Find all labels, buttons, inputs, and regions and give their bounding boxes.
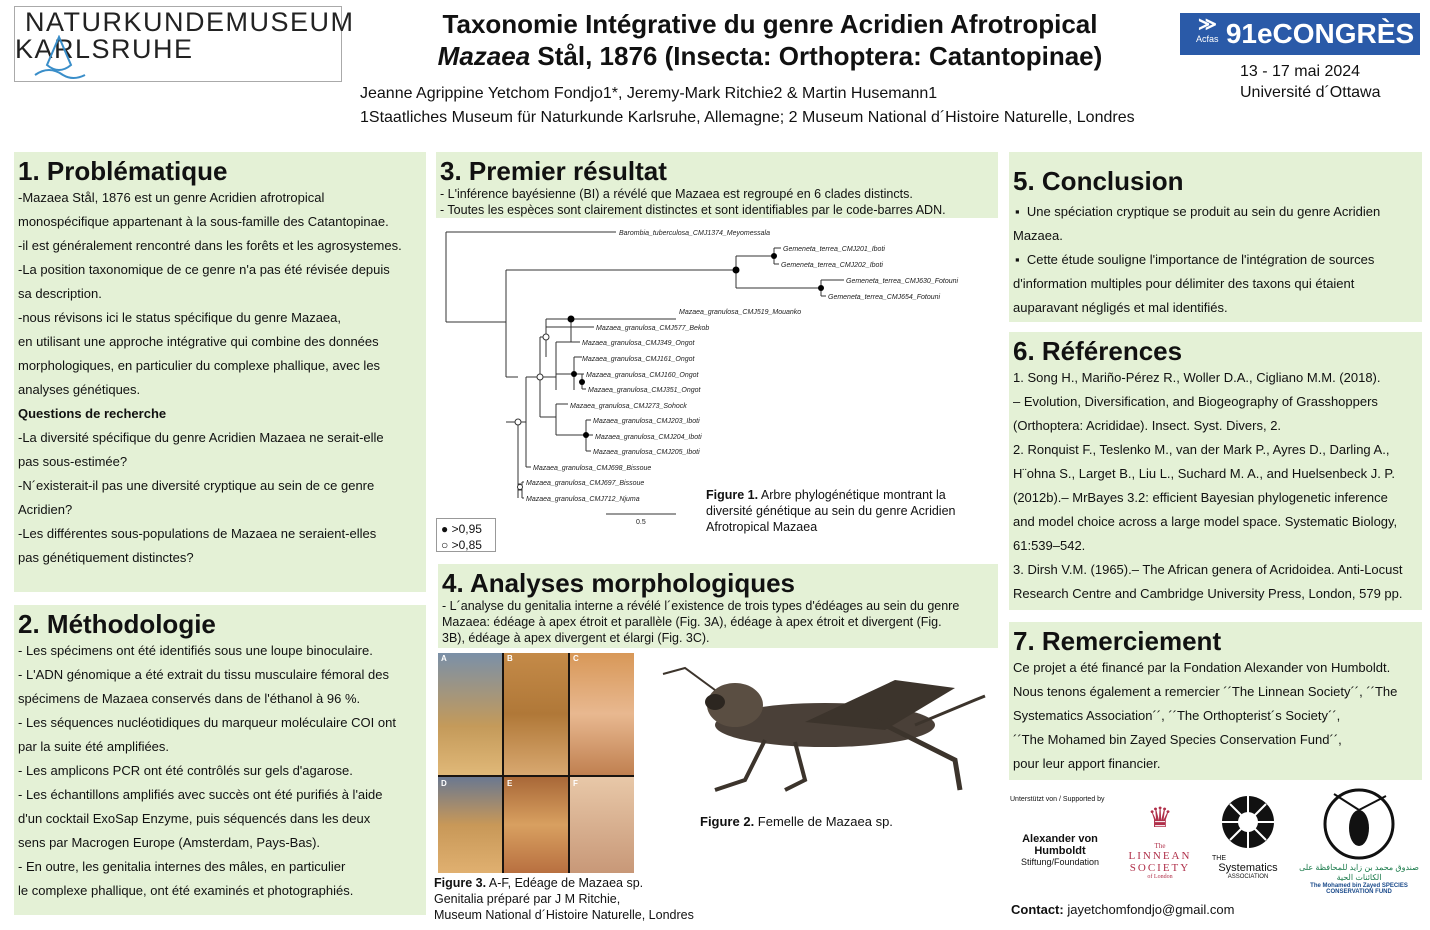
- linnean-society: SOCIETY: [1129, 862, 1191, 874]
- section5-heading: 5. Conclusion: [1013, 166, 1184, 196]
- panel-label: C: [573, 654, 579, 663]
- congres-label: 91eCONGRÈS: [1225, 18, 1415, 49]
- section5-body: [1013, 200, 1418, 320]
- s1-line: pas génétiquement distinctes?: [18, 550, 194, 565]
- s1-line: -N´existerait-il pas une diversité cryptique au sein de ce genre: [18, 478, 375, 493]
- figure2-label: Figure 2.: [700, 814, 755, 829]
- scale-label: 0.5: [636, 519, 646, 526]
- systematics-sunburst-icon: [1216, 792, 1280, 852]
- node-support-high: [579, 379, 585, 385]
- figure3-line2: Genitalia préparé par J M Ritchie,: [434, 892, 621, 906]
- mbz-name: The Mohamed bin Zayed SPECIES CONSERVATION FUND: [1310, 883, 1408, 895]
- tree-tip: Mazaea_granulosa_CMJ161_Ongot: [582, 356, 695, 363]
- s1-line: Acridien?: [18, 502, 73, 517]
- legend-low: [441, 537, 493, 553]
- tree-tip: Mazaea_granulosa_CMJ698_Bissoue: [533, 465, 652, 472]
- s2-line: - Les séquences nucléotidiques du marqueur moléculaire COI ont: [18, 715, 396, 730]
- section-methodologie: [14, 605, 426, 915]
- humboldt-portrait-icon: [1010, 803, 1110, 833]
- s3-line: - Toutes les espèces sont clairement distinctes et sont identifiables par le code-barres ADN.: [440, 203, 946, 217]
- humboldt-sub: Stiftung/Foundation: [1020, 857, 1100, 867]
- node-support-low: [537, 374, 543, 380]
- photo-c: [570, 653, 634, 775]
- figure1-label: Figure 1.: [706, 488, 759, 502]
- title-line2-rest: Stål, 1876 (Insecta: Orthoptera: Catantopinae): [530, 41, 1103, 71]
- s2-line: par la suite été amplifiées.: [18, 739, 170, 754]
- s6-line: 1. Song H., Mariño-Pérez R., Woller D.A., Cigliano M.M. (2018).: [1013, 370, 1381, 385]
- humboldt-name: Alexander von Humboldt: [1022, 833, 1098, 857]
- node-support-high: [733, 267, 740, 274]
- tree-tip: Mazaea_granulosa_CMJ349_Ongot: [582, 340, 695, 347]
- s6-line: Research Centre and Cambridge University Press, London, 579 pp.: [1013, 586, 1403, 601]
- tree-tip: Mazaea_granulosa_CMJ205_Iboti: [593, 449, 700, 456]
- filled-circle-icon: ●: [441, 522, 449, 536]
- section1-heading: 1. Problématique: [18, 156, 228, 186]
- s5-bullet: [1013, 248, 1418, 320]
- legend-high: [441, 521, 493, 537]
- section3-heading: 3. Premier résultat: [440, 156, 667, 186]
- section4-body: [442, 598, 994, 646]
- title-line2: [360, 40, 1180, 72]
- authors: Jeanne Agrippine Yetchom Fondjo1*, Jeremy-Mark Ritchie2 & Martin Husemann1: [360, 85, 938, 102]
- panel-label: A: [441, 654, 447, 663]
- s1-line: -nous révisons ici le status spécifique du genre Mazaea,: [18, 310, 342, 325]
- panel-label: B: [507, 654, 513, 663]
- s4-line: Mazaea: édéage à apex étroit et parallèle (Fig. 3A), édéage à apex étroit et divergent (Fig.: [442, 615, 942, 629]
- systematics-name: Systematics: [1218, 862, 1278, 874]
- s2-line: le complexe phallique, ont été examinés et photographiés.: [18, 883, 354, 898]
- museum-logo: [14, 6, 355, 82]
- s7-line: Nous tenons également a remercier ´´The Linnean Society´´, ´´The: [1013, 684, 1398, 699]
- tree-tip: Gemeneta_terrea_CMJ202_Iboti: [781, 262, 883, 269]
- s1-line: sa description.: [18, 286, 102, 301]
- section2-heading: 2. Méthodologie: [18, 609, 216, 639]
- congres-dates: [1240, 61, 1381, 103]
- support-legend: [436, 518, 496, 552]
- section6-body: [1013, 366, 1418, 606]
- s2-line: sens par Macrogen Europe (Amsterdam, Pays-Bas).: [18, 835, 321, 850]
- s1-line: -La diversité spécifique du genre Acridien Mazaea ne serait-elle: [18, 430, 384, 445]
- photo-d: [438, 777, 502, 873]
- s1-line: en utilisant une approche intégrative qui combine des données: [18, 334, 379, 349]
- node-support-low: [543, 334, 549, 340]
- s7-line: pour leur apport financier.: [1013, 756, 1161, 771]
- tree-tip: Gemeneta_terrea_CMJ630_Fotouni: [846, 278, 959, 285]
- s4-line: - L´analyse du genitalia interne a révélé l´existence de trois types d'édéages au sein du genre: [442, 599, 960, 613]
- s2-line: - Les échantillons amplifiés avec succès ont été purifiés à l'aide: [18, 787, 383, 802]
- section-remerciement: [1009, 622, 1422, 780]
- linnean-of: of London: [1147, 874, 1173, 880]
- linnean-logo: [1120, 796, 1200, 880]
- bullet-square-icon: ▪: [1015, 252, 1020, 267]
- linnean-name: LINNEAN: [1128, 850, 1192, 862]
- tree-tip: Barombia_tuberculosa_CMJ1374_Meyomessala: [619, 230, 770, 237]
- node-support-high: [818, 285, 824, 291]
- figure1-caption: [706, 487, 986, 535]
- legend-high-label: >0,95: [451, 522, 482, 536]
- tree-tip: Mazaea_granulosa_CMJ697_Bissoue: [526, 480, 645, 487]
- s1-line: analyses génétiques.: [18, 382, 141, 397]
- poster-title: [360, 8, 1180, 72]
- s2-line: - L'ADN génomique a été extrait du tissu musculaire fémoral des: [18, 667, 389, 682]
- tree-tip: Gemeneta_terrea_CMJ654_Fotouni: [828, 294, 941, 301]
- node-support-high: [771, 253, 777, 259]
- photo-e: [504, 777, 568, 873]
- s5-bullet: [1013, 200, 1418, 248]
- mbz-insect-globe-icon: [1314, 788, 1404, 860]
- contact-email[interactable]: jayetchomfondjo@gmail.com: [1063, 902, 1235, 917]
- systematics-assoc: ASSOCIATION: [1227, 874, 1269, 880]
- salamander-logo-icon: [29, 35, 89, 83]
- museum-logo-line1: NATURKUNDEMUSEUM: [25, 7, 355, 37]
- s1-line: -Les différentes sous-populations de Mazaea ne seraient-elles: [18, 526, 377, 541]
- s4-line: 3B), édéage à apex divergent et élargi (Fig. 3C).: [442, 631, 710, 645]
- title-genus: Mazaea: [437, 41, 531, 71]
- s7-line: Ce projet a été financé par la Fondation Alexander von Humboldt.: [1013, 660, 1391, 675]
- acfas-label: Acfas: [1196, 34, 1219, 44]
- open-circle-icon: ○: [441, 538, 449, 552]
- node-support-high: [583, 432, 589, 438]
- dates: 13 - 17 mai 2024: [1240, 63, 1361, 80]
- museum-logo-line2: KARLSRUHE: [15, 34, 194, 64]
- mbz-logo: [1294, 788, 1424, 895]
- figure3-line1: [434, 875, 734, 891]
- section3-body: [440, 186, 994, 218]
- section6-heading: 6. Références: [1013, 336, 1183, 366]
- section7-heading: 7. Remerciement: [1013, 626, 1222, 656]
- s2-line: d'un cocktail ExoSap Enzyme, puis séquencés dans les deux: [18, 811, 371, 826]
- s6-line: H¨ohna S., Larget B., Liu L., Suchard M. A., and Huelsenbeck J. P.: [1013, 466, 1396, 481]
- node-support-high: [568, 316, 575, 323]
- tree-tip: Mazaea_granulosa_CMJ519_Mouanko: [679, 309, 802, 316]
- contact: [1011, 902, 1234, 917]
- s6-line: and model choice across a large model space. Systematic Biology,: [1013, 514, 1398, 529]
- venue: Université d´Ottawa: [1240, 84, 1381, 101]
- node-support-high: [571, 371, 577, 377]
- s5-bullet-text: Cette étude souligne l'importance de l'intégration de sources d'information multiples pour délimiter des taxons qui étaient auparavant négligés et mal identifiés.: [1013, 252, 1375, 315]
- s1-subheading: Questions de recherche: [18, 406, 167, 421]
- linnean-crest-icon: ♛: [1147, 803, 1173, 834]
- photo-b: [504, 653, 568, 775]
- node-support-low: [518, 485, 523, 490]
- tree-tip: Mazaea_granulosa_CMJ203_Iboti: [593, 418, 700, 425]
- s1-line: -La position taxonomique de ce genre n'a pas été révisée depuis: [18, 262, 390, 277]
- tree-tip: Mazaea_granulosa_CMJ160_Ongot: [586, 372, 699, 379]
- s1-line: pas sous-estimée?: [18, 454, 128, 469]
- s6-line: 2. Ronquist F., Teslenko M., van der Mark P., Ayres D., Darling A.,: [1013, 442, 1390, 457]
- section2-body: [18, 639, 422, 903]
- phylogenetic-tree: [436, 222, 996, 532]
- s2-line: - En outre, les genitalia internes des mâles, en particulier: [18, 859, 346, 874]
- affiliations: 1Staatliches Museum für Naturkunde Karlsruhe, Allemagne; 2 Museum National d´Histoire Naturelle, Londres: [360, 109, 1135, 126]
- section-conclusion: [1009, 152, 1422, 322]
- tree-tip: Mazaea_granulosa_CMJ273_Sohock: [570, 403, 687, 410]
- s3-line: - L'inférence bayésienne (BI) a révélé que Mazaea est regroupé en 6 clades distincts.: [440, 187, 913, 201]
- tree-tip: Gemeneta_terrea_CMJ201_Iboti: [783, 246, 885, 253]
- genitalia-photo-grid: [438, 653, 634, 873]
- s1-line: monospécifique appartenant à la sous-famille des Catantopinae.: [18, 214, 389, 229]
- s6-line: 3. Dirsh V.M. (1965).– The African genera of Acridoidea. Anti-Locust: [1013, 562, 1403, 577]
- linnean-the: The: [1154, 842, 1166, 850]
- section-analyses-morphologiques: [438, 564, 998, 648]
- s6-line: (Orthoptera: Acrididae). Insect. Syst. Divers, 2.: [1013, 418, 1282, 433]
- tree-tip: Mazaea_granulosa_CMJ577_Bekob: [596, 325, 710, 332]
- acfas-arrows-icon: ≫: [1198, 14, 1217, 34]
- figure3-line3: Museum National d´Histoire Naturelle, Londres: [434, 908, 694, 922]
- s1-line: morphologiques, en particulier du complexe phallique, avec les: [18, 358, 381, 373]
- section4-heading: 4. Analyses morphologiques: [442, 568, 796, 598]
- authors-block: [360, 82, 1135, 130]
- humboldt-small: Unterstützt von / Supported by: [1010, 796, 1105, 803]
- s1-line: -Mazaea Stål, 1876 est un genre Acridien afrotropical: [18, 190, 325, 205]
- mbz-arabic: صندوق محمد بن زايد للمحافظة على الكائنات الحية: [1299, 863, 1419, 882]
- systematics-logo: [1208, 792, 1288, 880]
- figure3-text: A-F, Edéage de Mazaea sp.: [486, 876, 644, 890]
- s7-line: Systematics Association´´, ´´The Orthopterist´s Society´´,: [1013, 708, 1341, 723]
- tree-tip: Mazaea_granulosa_CMJ712_Njuma: [526, 496, 640, 503]
- s6-line: (2012b).– MrBayes 3.2: efficient Bayesian phylogenetic inference: [1013, 490, 1388, 505]
- s2-line: - Les spécimens ont été identifiés sous une loupe binoculaire.: [18, 643, 373, 658]
- section1-body: [18, 186, 422, 570]
- grasshopper-photo: [655, 660, 995, 800]
- figure3-caption: [434, 875, 734, 923]
- s6-line: 61:539–542.: [1013, 538, 1086, 553]
- humboldt-logo: [1010, 796, 1110, 867]
- section-references: [1009, 332, 1422, 610]
- s6-line: – Evolution, Diversification, and Biogeography of Grasshoppers: [1013, 394, 1378, 409]
- tree-tip: Mazaea_granulosa_CMJ351_Ongot: [588, 387, 701, 394]
- figure2-caption: [700, 814, 893, 830]
- figure2-text: Femelle de Mazaea sp.: [754, 814, 893, 829]
- section7-body: [1013, 656, 1418, 776]
- s1-line: -il est généralement rencontré dans les forêts et les agrosystemes.: [18, 238, 402, 253]
- panel-label: F: [573, 779, 578, 788]
- figure3-label: Figure 3.: [434, 876, 487, 890]
- panel-label: E: [507, 779, 513, 788]
- tree-tip: Mazaea_granulosa_CMJ204_Iboti: [595, 434, 702, 441]
- congres-badge: [1180, 13, 1420, 55]
- photo-f: [570, 777, 634, 873]
- legend-low-label: >0,85: [451, 538, 482, 552]
- title-line1: Taxonomie Intégrative du genre Acridien Afrotropical: [442, 9, 1098, 39]
- bullet-square-icon: ▪: [1015, 204, 1020, 219]
- node-support-low: [515, 419, 521, 425]
- photo-a: [438, 653, 502, 775]
- section-premier-resultat: [436, 152, 998, 218]
- s2-line: spécimens de Mazaea conservés dans de l'éthanol à 96 %.: [18, 691, 361, 706]
- s7-line: ´´The Mohamed bin Zayed Species Conservation Fund´´,: [1013, 732, 1342, 747]
- systematics-the: THE: [1212, 855, 1226, 862]
- contact-label: Contact:: [1011, 902, 1064, 917]
- s2-line: - Les amplicons PCR ont été contrôlés sur gels d'agarose.: [18, 763, 353, 778]
- section-problematique: [14, 152, 426, 592]
- figure1-text: Arbre phylogénétique montrant la diversité génétique au sein du genre Acridien Afrotropical Mazaea: [706, 488, 956, 534]
- s5-bullet-text: Une spéciation cryptique se produit au sein du genre Acridien Mazaea.: [1013, 204, 1381, 243]
- panel-label: D: [441, 779, 447, 788]
